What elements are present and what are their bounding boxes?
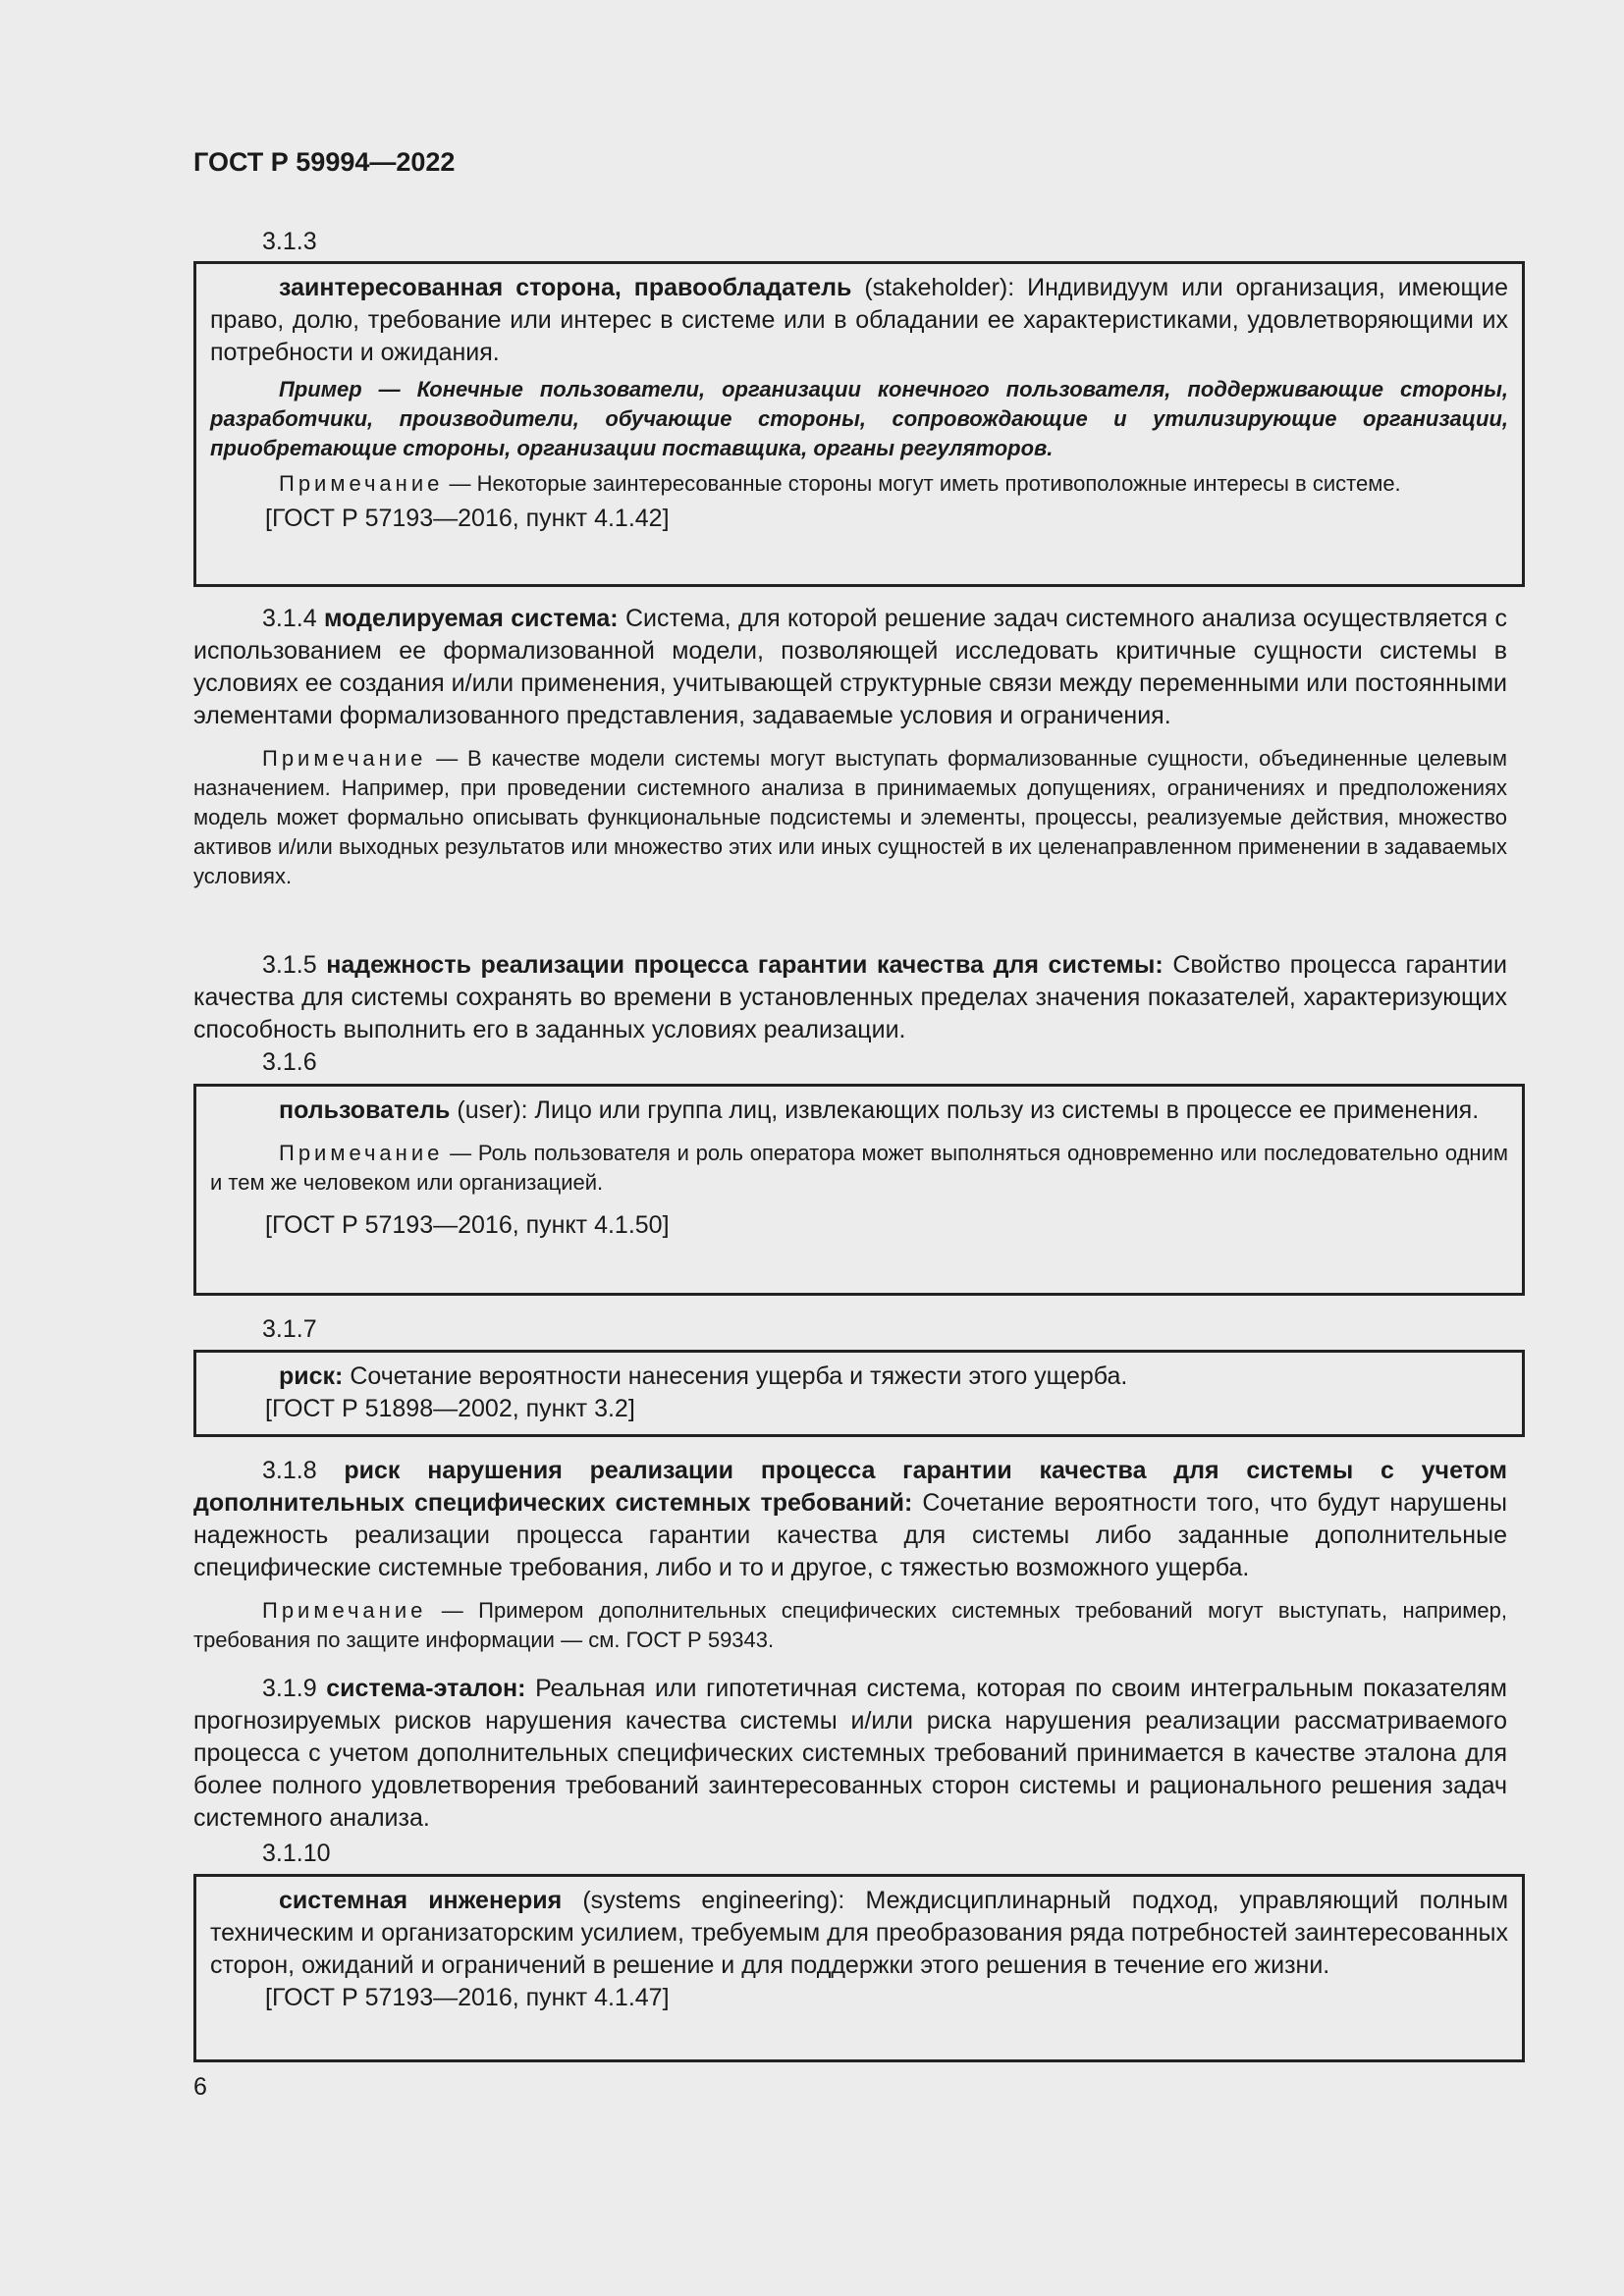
- clause-number: 3.1.3: [262, 228, 317, 255]
- definition-text: 3.1.8 риск нарушения реализации процесса гарантии качества для системы с учетом дополнительных специфических системных требований: Сочетание вероятности того, что будут нарушены надежность реализации процесса гарантии качества для системы либо заданные дополнительные специфические системные требования, либо и то и другое, с тяжестью возможного ущерба.: [193, 1457, 1508, 1581]
- definition-box-risk: [193, 1350, 1525, 1437]
- page-number: 6: [193, 2073, 207, 2101]
- note-text: Примечание — В качестве модели системы могут выступать формализованные сущности, объединенные целевым назначением. Например, при проведении системного анализа в принимаемых допущениях, ограничениях и предположениях модель может формально описывать функциональные подсистемы и элементы, процессы, реализуемые действия, множество активов и/или выходных результатов или множество этих или иных сущностей в их целенаправленном применении в задаваемых условиях.: [193, 746, 1507, 888]
- definition-text: системная инженерия (systems engineering): Междисциплинарный подход, управляющий полным техническим и организаторским усилием, требуемым для преобразования ряда потребностей заинтересованных сторон, ожиданий и ограничений в решение и для поддержки этого решения в течение его жизни.: [210, 1887, 1509, 1979]
- definition-text: 3.1.4 моделируемая система: Система, для которой решение задач системного анализа осуществляется с использованием ее формализованной модели, позволяющей исследовать критичные сущности системы в условиях ее создания и/или применения, учитывающей структурные связи между переменными или постоянными элементами формализованного представления, задаваемые условия и ограничения.: [193, 605, 1507, 729]
- reference: [ГОСТ Р 57193—2016, пункт 4.1.50]: [265, 1211, 670, 1239]
- clause-3-1-8: [193, 1455, 1507, 1655]
- reference: [ГОСТ Р 57193—2016, пункт 4.1.42]: [265, 505, 670, 532]
- reference: [ГОСТ Р 57193—2016, пункт 4.1.47]: [265, 1984, 670, 2011]
- clause-3-1-5: [193, 949, 1507, 1046]
- clause-3-1-9: [193, 1673, 1507, 1835]
- term: пользователь: [279, 1096, 451, 1124]
- clause-number: 3.1.6: [262, 1048, 317, 1076]
- note-text: Примечание — Некоторые заинтересованные стороны могут иметь противоположные интересы в системе.: [279, 471, 1401, 496]
- definition-text: пользователь (user): Лицо или группа лиц, извлекающих пользу из системы в процессе ее применения.: [279, 1096, 1480, 1124]
- clause-number: 3.1.7: [262, 1315, 317, 1343]
- definition-text: 3.1.5 надежность реализации процесса гарантии качества для системы: Свойство процесса гарантии качества для системы сохранять во времени в установленных пределах значения показателей, характеризующих способность выполнить его в заданных условиях реализации.: [193, 951, 1507, 1043]
- note-text: Примечание — Примером дополнительных специфических системных требований могут выступать, например, требования по защите информации — см. ГОСТ Р 59343.: [193, 1598, 1507, 1652]
- definition-text: риск: Сочетание вероятности нанесения ущерба и тяжести этого ущерба.: [279, 1362, 1128, 1390]
- term: надежность реализации процесса гарантии качества для системы:: [326, 951, 1164, 979]
- example-text: Пример — Конечные пользователи, организации конечного пользователя, поддерживающие стороны, разработчики, производители, обучающие стороны, сопровождающие и утилизирующие организации, приобретающие стороны, организации поставщика, органы регуляторов.: [210, 377, 1508, 460]
- definition-box-systems-engineering: [193, 1874, 1525, 2062]
- definition-text: заинтересованная сторона, правообладатель (stakeholder): Индивидуум или организация, имеющие право, долю, требование или интерес в системе или в обладании ее характеристиками, удовлетворяющими их потребности и ожидания.: [210, 274, 1508, 366]
- term: система-эталон:: [326, 1675, 526, 1702]
- note-text: Примечание — Роль пользователя и роль оператора может выполняться одновременно или последовательно одним и тем же человеком или организацией.: [210, 1141, 1508, 1195]
- term: риск:: [279, 1362, 344, 1390]
- term: риск нарушения реализации процесса гарантии качества для системы с учетом дополнительных специфических системных требований:: [193, 1457, 1507, 1517]
- clause-3-1-4: [193, 603, 1507, 891]
- reference: [ГОСТ Р 51898—2002, пункт 3.2]: [265, 1395, 635, 1422]
- term: заинтересованная сторона, правообладатель: [279, 274, 852, 301]
- clause-number: 3.1.10: [262, 1840, 331, 1867]
- definition-box-stakeholder: [193, 261, 1525, 587]
- term: системная инженерия: [279, 1887, 563, 1914]
- term: моделируемая система:: [323, 605, 619, 632]
- document-code-header: ГОСТ Р 59994—2022: [193, 147, 456, 177]
- definition-box-user: [193, 1084, 1525, 1296]
- definition-text: 3.1.9 система-эталон: Реальная или гипотетичная система, которая по своим интегральным показателям прогнозируемых рисков нарушения качества системы и/или риска нарушения реализации рассматриваемого процесса с учетом дополнительных специфических системных требований принимается в качестве эталона для более полного удовлетворения требований заинтересованных сторон системы и рационального решения задач системного анализа.: [193, 1675, 1507, 1832]
